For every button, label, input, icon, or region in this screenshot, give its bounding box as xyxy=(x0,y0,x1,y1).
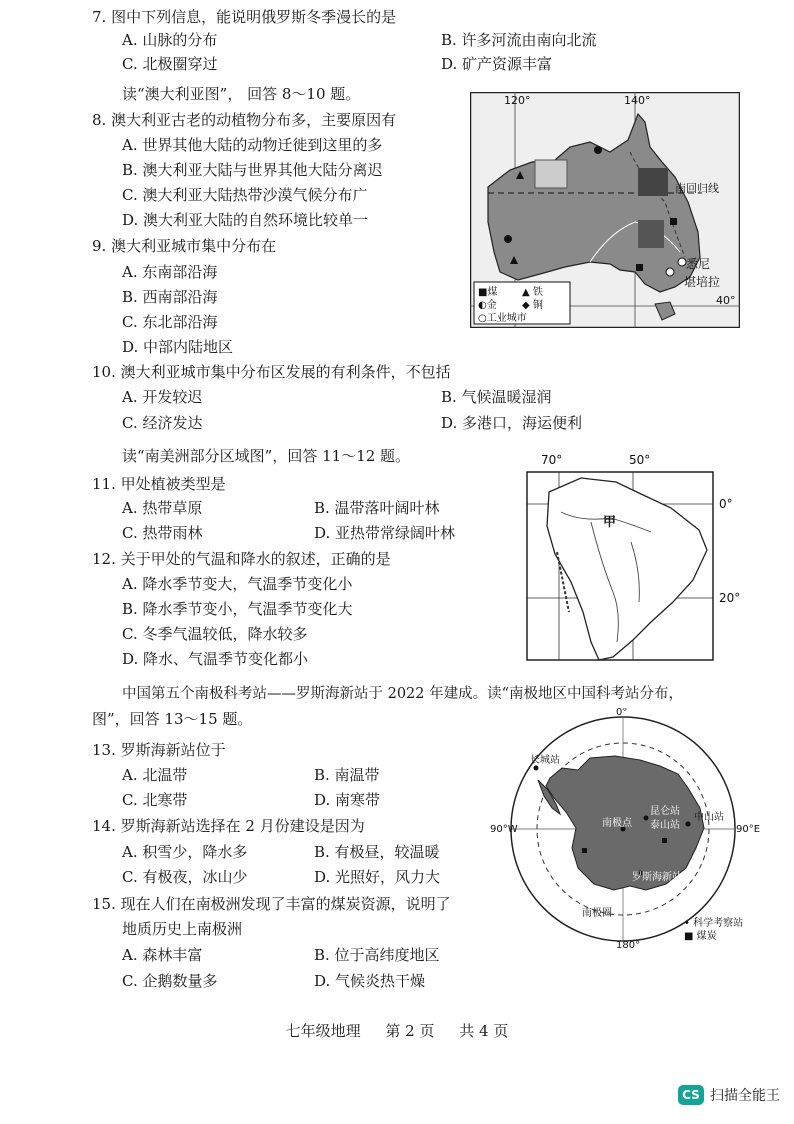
scanner-watermark xyxy=(678,1085,780,1105)
ant-lon-90w: 90°W xyxy=(490,824,518,835)
q13-option-c: C. 北寒带 xyxy=(122,791,188,809)
q9-option-b: B. 西南部沿海 xyxy=(122,288,218,306)
q10-option-c: C. 经济发达 xyxy=(122,414,203,432)
aus-lon-120: 120° xyxy=(504,94,531,107)
ant-station-kunlun: 昆仑站 xyxy=(650,806,680,817)
aus-tropic-label: 南回归线 xyxy=(675,182,719,195)
q7-stem: 7. 图中下列信息，能说明俄罗斯冬季漫长的是 xyxy=(92,8,397,26)
q12-option-b: B. 降水季节变小，气温季节变化大 xyxy=(122,600,353,618)
q15-stem-line1: 15. 现在人们在南极洲发现了丰富的煤炭资源，说明了 xyxy=(92,895,451,913)
ant-circle-label: 南极圈 xyxy=(582,908,612,919)
ant-legend-coal: ■ 煤炭 xyxy=(684,931,717,942)
q10-option-a: A. 开发较迟 xyxy=(122,388,203,406)
q7-option-b: B. 许多河流由南向北流 xyxy=(441,31,597,49)
aus-legend-gold: ◐金 xyxy=(478,300,497,311)
ant-lon-0: 0° xyxy=(616,708,628,718)
page-footer xyxy=(0,1020,794,1041)
q10-stem: 10. 澳大利亚城市集中分布区发展的有利条件，不包括 xyxy=(92,363,451,381)
camscanner-logo-icon: CS xyxy=(678,1085,704,1105)
q14-option-b: B. 有极昼，较温暖 xyxy=(314,843,440,861)
ant-legend-station: • 科学考察站 xyxy=(684,918,744,929)
q10-option-b: B. 气候温暖湿润 xyxy=(441,388,552,406)
q11-option-c: C. 热带雨林 xyxy=(122,524,203,542)
aus-city-canberra: 堪培拉 xyxy=(684,275,721,289)
intro-antarctica-line1: 中国第五个南极科考站——罗斯海新站于 2022 年建成。读“南极地区中国科考站分布， xyxy=(122,686,684,702)
q8-stem: 8. 澳大利亚古老的动植物分布多，主要原因有 xyxy=(92,111,397,129)
q11-option-a: A. 热带草原 xyxy=(122,499,203,517)
q7-option-a: A. 山脉的分布 xyxy=(122,31,218,49)
ant-station-taishan: 泰山站 xyxy=(650,820,680,831)
q12-stem: 12. 关于甲处的气温和降水的叙述，正确的是 xyxy=(92,550,391,568)
q13-option-d: D. 南寒带 xyxy=(314,791,381,809)
q8-option-a: A. 世界其他大陆的动物迁徙到这里的多 xyxy=(122,136,383,154)
q14-option-c: C. 有极夜，冰山少 xyxy=(122,868,248,886)
aus-lat-40: 40° xyxy=(716,294,736,307)
q9-option-c: C. 东北部沿海 xyxy=(122,313,218,331)
aus-lon-140: 140° xyxy=(624,94,651,107)
q13-stem: 13. 罗斯海新站位于 xyxy=(92,741,226,759)
footer-total: 共 4 页 xyxy=(459,1022,509,1040)
intro-australia: 读“澳大利亚图”， 回答 8～10 题。 xyxy=(122,85,361,103)
q8-option-b: B. 澳大利亚大陆与世界其他大陆分离迟 xyxy=(122,161,383,179)
ant-lon-180: 180° xyxy=(616,940,641,948)
q11-stem: 11. 甲处植被类型是 xyxy=(92,475,226,493)
antarctica-map xyxy=(490,708,760,948)
ant-station-zhongshan: 中山站 xyxy=(694,812,724,823)
sa-lat-0: 0° xyxy=(719,497,733,511)
australia-map xyxy=(470,92,740,328)
aus-legend-city: ○工业城市 xyxy=(478,313,527,324)
q10-option-d: D. 多港口，海运便利 xyxy=(441,414,583,432)
q15-stem-line2: 地质历史上南极洲 xyxy=(122,920,243,938)
q8-option-c: C. 澳大利亚大陆热带沙漠气候分布广 xyxy=(122,186,368,204)
q8-option-d: D. 澳大利亚大陆的自然环境比较单一 xyxy=(122,211,369,229)
south-america-map xyxy=(521,452,746,664)
q14-option-a: A. 积雪少，降水多 xyxy=(122,843,248,861)
ant-south-pole: 南极点 xyxy=(602,818,632,829)
ant-station-great-wall: 长城站 xyxy=(530,755,560,766)
aus-legend-iron: ▲ 铁 xyxy=(522,287,543,298)
sa-place-jia: 甲 xyxy=(603,515,617,530)
footer-subject: 七年级地理 xyxy=(285,1022,361,1040)
sa-lat-20: 20° xyxy=(719,591,741,605)
intro-antarctica-line2: 图”，回答 13～15 题。 xyxy=(92,710,253,728)
aus-legend-copper: ◆ 铜 xyxy=(522,300,543,311)
q12-option-d: D. 降水、气温季节变化都小 xyxy=(122,650,309,668)
q15-option-c: C. 企鹅数量多 xyxy=(122,972,218,990)
q9-option-a: A. 东南部沿海 xyxy=(122,263,218,281)
sa-lon-70: 70° xyxy=(541,453,563,467)
q15-option-a: A. 森林丰富 xyxy=(122,946,203,964)
q7-option-c: C. 北极圈穿过 xyxy=(122,55,218,73)
ant-station-ross-sea: 罗斯海新站 xyxy=(632,872,682,883)
q12-option-c: C. 冬季气温较低，降水较多 xyxy=(122,625,308,643)
q13-option-b: B. 南温带 xyxy=(314,766,380,784)
q12-option-a: A. 降水季节变大，气温季节变化小 xyxy=(122,575,353,593)
aus-legend-coal: ■煤 xyxy=(478,287,498,298)
q14-option-d: D. 光照好，风力大 xyxy=(314,868,441,886)
q11-option-b: B. 温带落叶阔叶林 xyxy=(314,499,440,517)
ant-lon-90e: 90°E xyxy=(736,824,760,835)
q13-option-a: A. 北温带 xyxy=(122,766,188,784)
q7-option-d: D. 矿产资源丰富 xyxy=(441,55,553,73)
q15-option-b: B. 位于高纬度地区 xyxy=(314,946,440,964)
q15-option-d: D. 气候炎热干燥 xyxy=(314,972,426,990)
intro-south-america: 读“南美洲部分区域图”，回答 11～12 题。 xyxy=(122,447,411,465)
watermark-text: 扫描全能王 xyxy=(710,1088,780,1104)
q14-stem: 14. 罗斯海新站选择在 2 月份建设是因为 xyxy=(92,817,365,835)
q9-stem: 9. 澳大利亚城市集中分布在 xyxy=(92,237,277,255)
sa-lon-50: 50° xyxy=(629,453,651,467)
q9-option-d: D. 中部内陆地区 xyxy=(122,338,234,356)
q11-option-d: D. 亚热带常绿阔叶林 xyxy=(314,524,456,542)
aus-city-sydney: 悉尼 xyxy=(686,257,711,271)
footer-page: 第 2 页 xyxy=(385,1022,435,1040)
